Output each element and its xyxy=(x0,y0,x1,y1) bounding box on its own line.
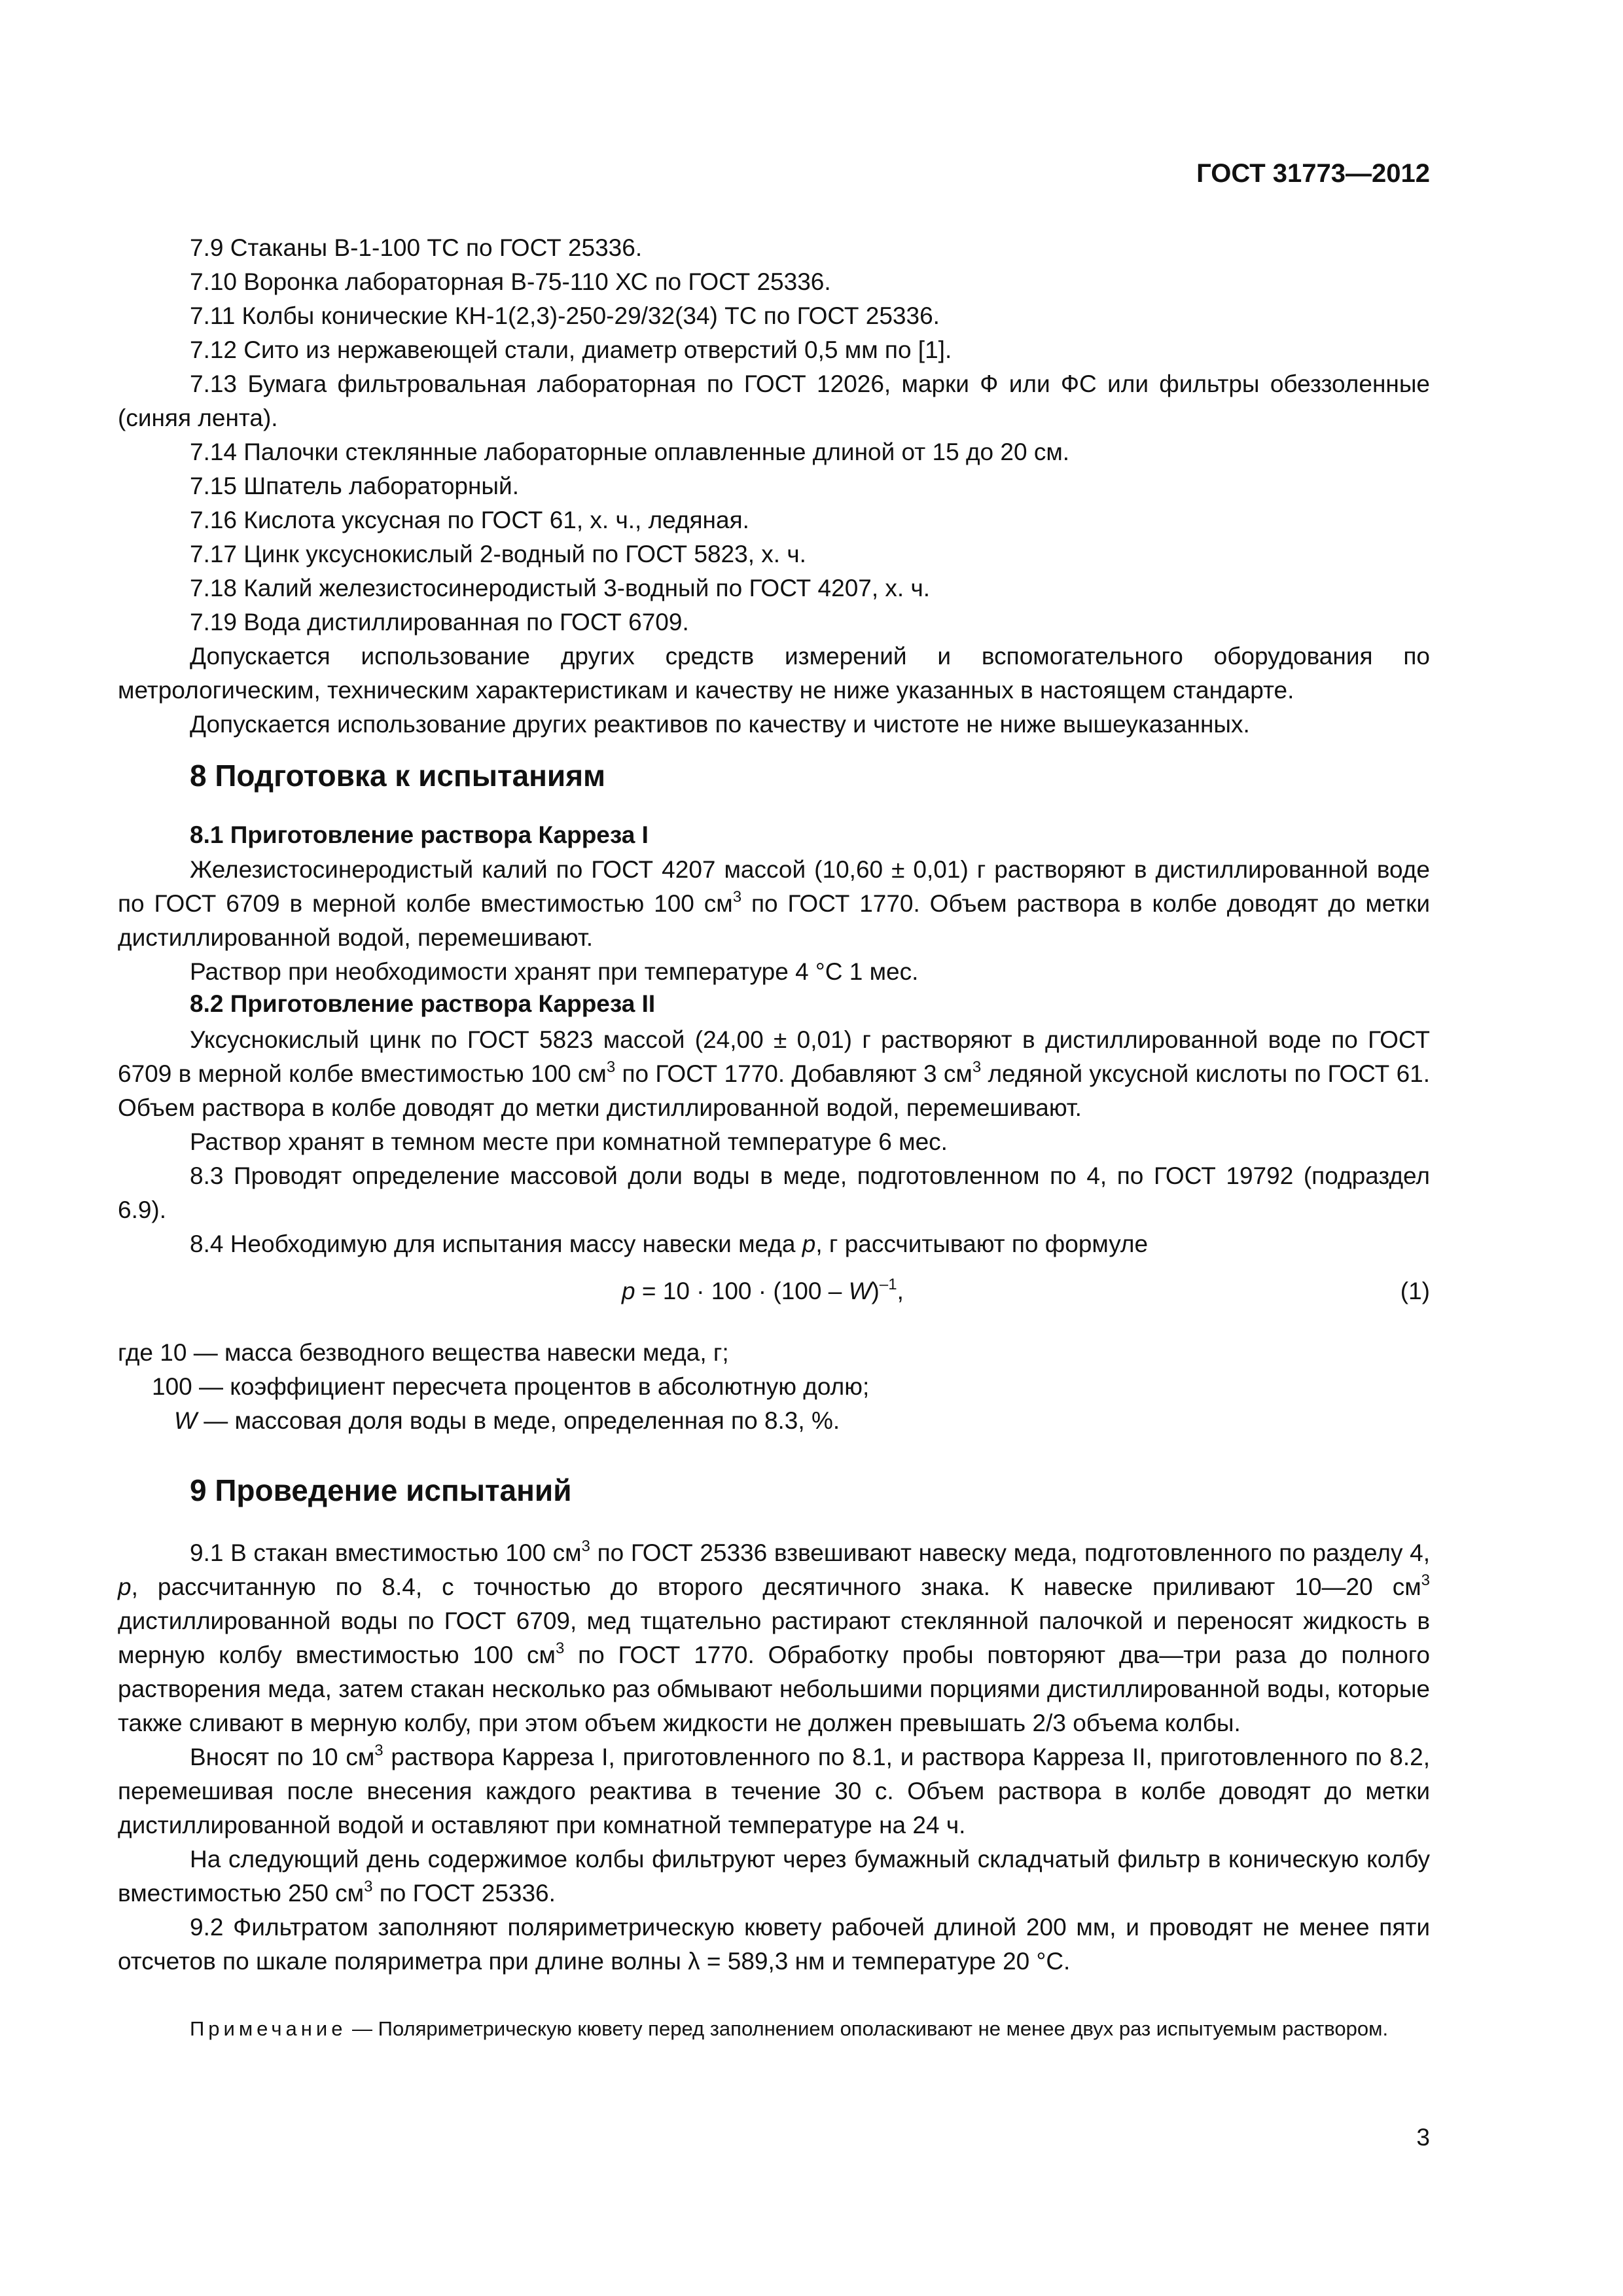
list-item: 7.19 Вода дистиллированная по ГОСТ 6709. xyxy=(190,609,689,636)
list-item: 7.14 Палочки стеклянные лабораторные оплавленные длиной от 15 до 20 см. xyxy=(190,439,1070,465)
note-label: Примечание xyxy=(190,2017,347,2040)
paragraph: Раствор при необходимости хранят при температуре 4 °С 1 мес. xyxy=(190,958,919,985)
subsection-heading: 8.2 Приготовление раствора Карреза II xyxy=(190,990,656,1017)
note-text: — Поляриметрическую кювету перед заполнением ополаскивают не менее двух раз испытуемым раствором. xyxy=(346,2017,1389,2040)
list-item: 7.13 Бумага фильтровальная лабораторная по ГОСТ 12026, марки Ф или ФС или фильтры обеззоленные (синяя лента). xyxy=(118,370,1430,431)
section-heading: 9 Проведение испытаний xyxy=(190,1473,572,1507)
list-item: 7.9 Стаканы В-1-100 ТС по ГОСТ 25336. xyxy=(190,234,643,261)
paragraph: 9.2 Фильтратом заполняют поляриметрическую кювету рабочей длиной 200 мм, и проводят не менее пяти отсчетов по шкале поляриметра при длине волны λ = 589,3 нм и температуре 20 °С. xyxy=(118,1914,1430,1975)
paragraph: 9.1 В стакан вместимостью 100 $см^3$ по ГОСТ 25336 взвешивают навеску меда, подготовленного по разделу 4, p, рассчитанную по 8.4, с точностью до второго десятичного знака. К навеске приливают 10—20 $см^3$ дистиллированной воды по ГОСТ 6709, мед тщательно растирают стеклянной палочкой и переносят жидкость в мерную колбу вместимостью 100 $см^3$ по ГОСТ 1770. Обработку пробы повторяют два—три раза до полного растворения меда, затем стакан несколько раз обмывают небольшими порциями дистиллированной воды, которые также сливают в мерную колбу, при этом объем жидкости не должен превышать 2/3 объема колбы. xyxy=(118,1537,1431,1736)
paragraph: 8.3 Проводят определение массовой доли воды в меде, подготовленном по 4, по ГОСТ 19792 (подраздел 6.9). xyxy=(118,1162,1430,1223)
list-item: 7.11 Колбы конические КН-1(2,3)-250-29/32(34) ТС по ГОСТ 25336. xyxy=(190,302,940,329)
list-item: 7.10 Воронка лабораторная В-75-110 ХС по ГОСТ 25336. xyxy=(190,268,831,295)
paragraph: Допускается использование других средств измерений и вспомогательного оборудования по метрологическим, техническим характеристикам и качеству не ниже указанных в настоящем стандарте. xyxy=(118,643,1430,704)
page-number: 3 xyxy=(1416,2124,1430,2151)
formula: p = 10 · 100 · (100 – W)$^{-1}$, xyxy=(622,1275,904,1304)
note xyxy=(118,2015,1430,2043)
document-code: ГОСТ 31773—2012 xyxy=(1196,159,1430,188)
where-line: где 10 — масса безводного вещества навески меда, г; xyxy=(118,1339,729,1366)
equipment-list xyxy=(118,231,1430,742)
paragraph: На следующий день содержимое колбы фильтруют через бумажный складчатый фильтр в коническую колбу вместимостью 250 $см^3$ по ГОСТ 25336. xyxy=(118,1846,1430,1907)
subsection-8-2-text xyxy=(118,1023,1430,1261)
list-item: 7.17 Цинк уксуснокислый 2-водный по ГОСТ 5823, х. ч. xyxy=(190,541,806,567)
list-item: 7.15 Шпатель лабораторный. xyxy=(190,473,519,499)
paragraph: Допускается использование других реактивов по качеству и чистоте не ниже вышеуказанных. xyxy=(190,711,1250,738)
paragraph: Вносят по 10 $см^3$ раствора Карреза I, приготовленного по 8.1, и раствора Карреза II, приготовленного по 8.2, перемешивая после внесения каждого реактива в течение 30 с. Объем раствора в колбе доводят до метки дистиллированной водой и оставляют при комнатной температуре на 24 ч. xyxy=(118,1741,1431,1839)
subsection-heading: 8.1 Приготовление раствора Карреза I xyxy=(190,821,649,848)
list-item: 7.12 Сито из нержавеющей стали, диаметр отверстий 0,5 мм по [1]. xyxy=(190,336,952,363)
list-item: 7.18 Калий железистосинеродистый 3-водный по ГОСТ 4207, х. ч. xyxy=(190,575,931,601)
paragraph: 8.4 Необходимую для испытания массу навески меда p, г рассчитывают по формуле xyxy=(190,1230,1149,1257)
section-9-text xyxy=(118,1536,1430,1979)
list-item: 7.16 Кислота уксусная по ГОСТ 61, х. ч., ледяная. xyxy=(190,507,749,533)
paragraph: Уксуснокислый цинк по ГОСТ 5823 массой (24,00 ± 0,01) г растворяют в дистиллированной воде по ГОСТ 6709 в мерной колбе вместимостью 100 $см^3$ по ГОСТ 1770. Добавляют 3 $см^3$ ледяной уксусной кислоты по ГОСТ 61. Объем раствора в колбе доводят до метки дистиллированной водой, перемешивают. xyxy=(118,1026,1431,1121)
where-line: W — массовая доля воды в меде, определенная по 8.3, %. xyxy=(174,1407,840,1434)
paragraph: Железистосинеродистый калий по ГОСТ 4207 массой (10,60 ± 0,01) г растворяют в дистиллированной воде по ГОСТ 6709 в мерной колбе вместимостью 100 $см^3$ по ГОСТ 1770. Объем раствора в колбе доводят до метки дистиллированной водой, перемешивают. xyxy=(118,856,1430,951)
formula-number: (1) xyxy=(1400,1278,1430,1304)
where-line: 100 — коэффициент пересчета процентов в абсолютную долю; xyxy=(152,1373,870,1400)
section-heading: 8 Подготовка к испытаниям xyxy=(190,759,606,793)
subsection-8-1-text xyxy=(118,853,1430,989)
paragraph: Раствор хранят в темном месте при комнатной температуре 6 мес. xyxy=(190,1128,948,1155)
